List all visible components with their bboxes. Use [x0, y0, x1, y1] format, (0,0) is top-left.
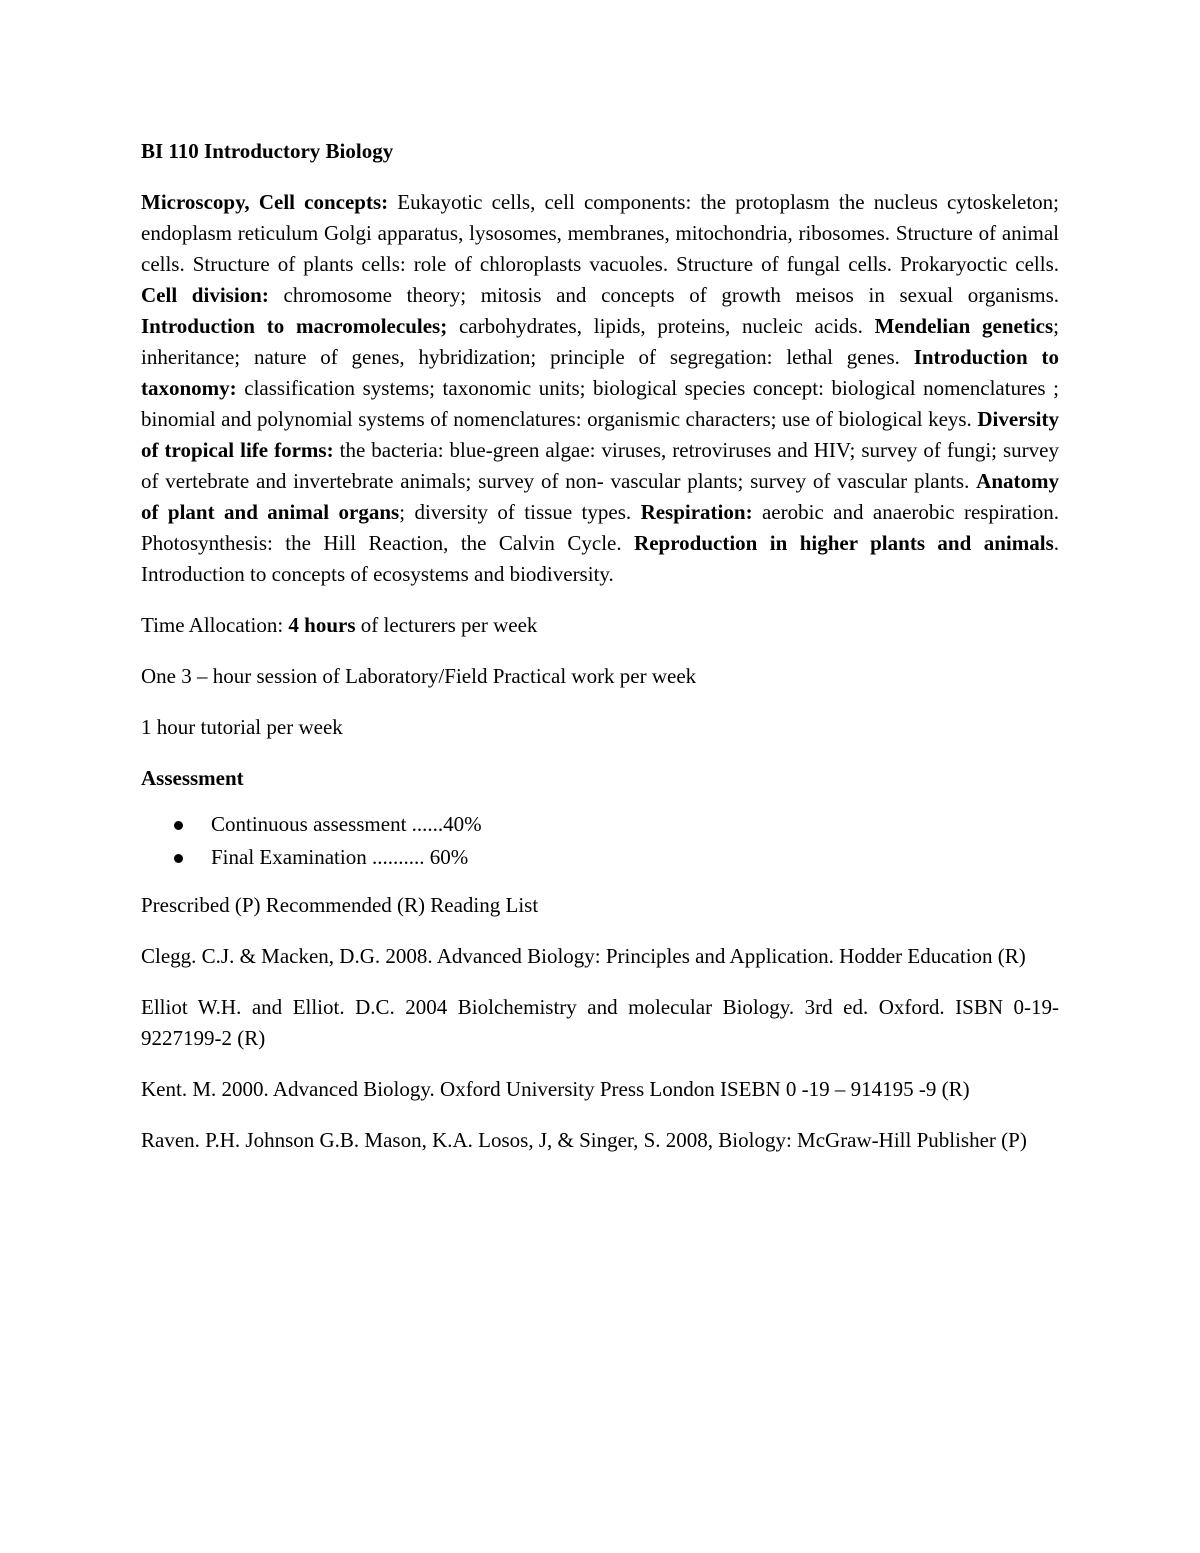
assessment-item-text: Continuous assessment ......40%	[211, 812, 482, 836]
reference-entry: Kent. M. 2000. Advanced Biology. Oxford University Press London ISEBN 0 -19 – 914195 -9 (R)	[141, 1077, 970, 1101]
reference-entry: Elliot W.H. and Elliot. D.C. 2004 Biolchemistry and molecular Biology. 3rd ed. Oxford. ISBN 0-19-9227199-2 (R)	[141, 995, 1059, 1050]
reference-entry: Clegg. C.J. & Macken, D.G. 2008. Advanced Biology: Principles and Application. Hodder Education (R)	[141, 944, 1026, 968]
content-text: the bacteria: blue-green algae: viruses, retroviruses and HIV; survey of fungi; survey of vertebrate and invertebrate animals; survey of non- vascular plants; survey of vascular plants.	[141, 438, 1059, 493]
assessment-item	[141, 841, 1059, 874]
bullet-icon	[174, 821, 183, 830]
content-topic-heading: Anatomy of plant and animal organs	[141, 469, 1059, 524]
content-topic-heading: Diversity of tropical life forms:	[141, 407, 1059, 462]
course-content-paragraph	[141, 187, 1059, 590]
assessment-item	[141, 808, 1059, 841]
content-topic-heading: Mendelian genetics	[874, 314, 1054, 338]
course-title: BI 110 Introductory Biology	[141, 139, 394, 163]
content-text: aerobic and anaerobic respiration. Photosynthesis: the Hill Reaction, the Calvin Cycle.	[141, 500, 1060, 555]
content-topic-heading: Respiration:	[640, 500, 753, 524]
assessment-heading: Assessment	[141, 766, 244, 790]
content-text: Eukayotic cells, cell components: the protoplasm the nucleus cytoskeleton; endoplasm reticulum Golgi apparatus, lysosomes, membranes, mitochondria, ribosomes. Structure of animal cells. Structure of plants cells: role of chloroplasts vacuoles. Structure of fungal cells. Prokaryoctic cells.	[141, 190, 1059, 276]
content-topic-heading: Reproduction in higher plants and animals	[634, 531, 1054, 555]
content-text: classification systems; taxonomic units; biological species concept: biological nomenclatures ; binomial and polynomial systems of nomenclatures: organismic characters; use of biological keys.	[141, 376, 1059, 431]
content-text: chromosome theory; mitosis and concepts of growth meisos in sexual organisms.	[268, 283, 1059, 307]
bullet-icon	[174, 854, 183, 863]
assessment-list	[141, 808, 1059, 874]
content-text: ; inheritance; nature of genes, hybridization; principle of segregation: lethal genes.	[141, 314, 1059, 369]
reading-list-heading: Prescribed (P) Recommended (R) Reading List	[141, 893, 539, 917]
reference-entry: Raven. P.H. Johnson G.B. Mason, K.A. Losos, J, & Singer, S. 2008, Biology: McGraw-Hill Publisher (P)	[141, 1128, 1027, 1152]
time-allocation-suffix: of lecturers per week	[355, 613, 538, 637]
document-page	[141, 136, 1059, 1176]
time-allocation-prefix: Time Allocation:	[141, 613, 289, 637]
content-text: ; diversity of tissue types.	[399, 500, 641, 524]
assessment-item-text: Final Examination .......... 60%	[211, 845, 469, 869]
content-topic-heading: Cell division:	[141, 283, 269, 307]
lab-session: One 3 – hour session of Laboratory/Field Practical work per week	[141, 664, 697, 688]
content-text: carbohydrates, lipids, proteins, nucleic acids.	[447, 314, 875, 338]
time-allocation-hours: 4 hours	[288, 613, 356, 637]
content-topic-heading: Microscopy, Cell concepts:	[141, 190, 389, 214]
content-topic-heading: Introduction to taxonomy:	[141, 345, 1059, 400]
content-topic-heading: Introduction to macromolecules;	[141, 314, 448, 338]
tutorial: 1 hour tutorial per week	[141, 715, 343, 739]
content-text: . Introduction to concepts of ecosystems and biodiversity.	[141, 531, 1059, 586]
time-allocation	[141, 610, 1059, 641]
